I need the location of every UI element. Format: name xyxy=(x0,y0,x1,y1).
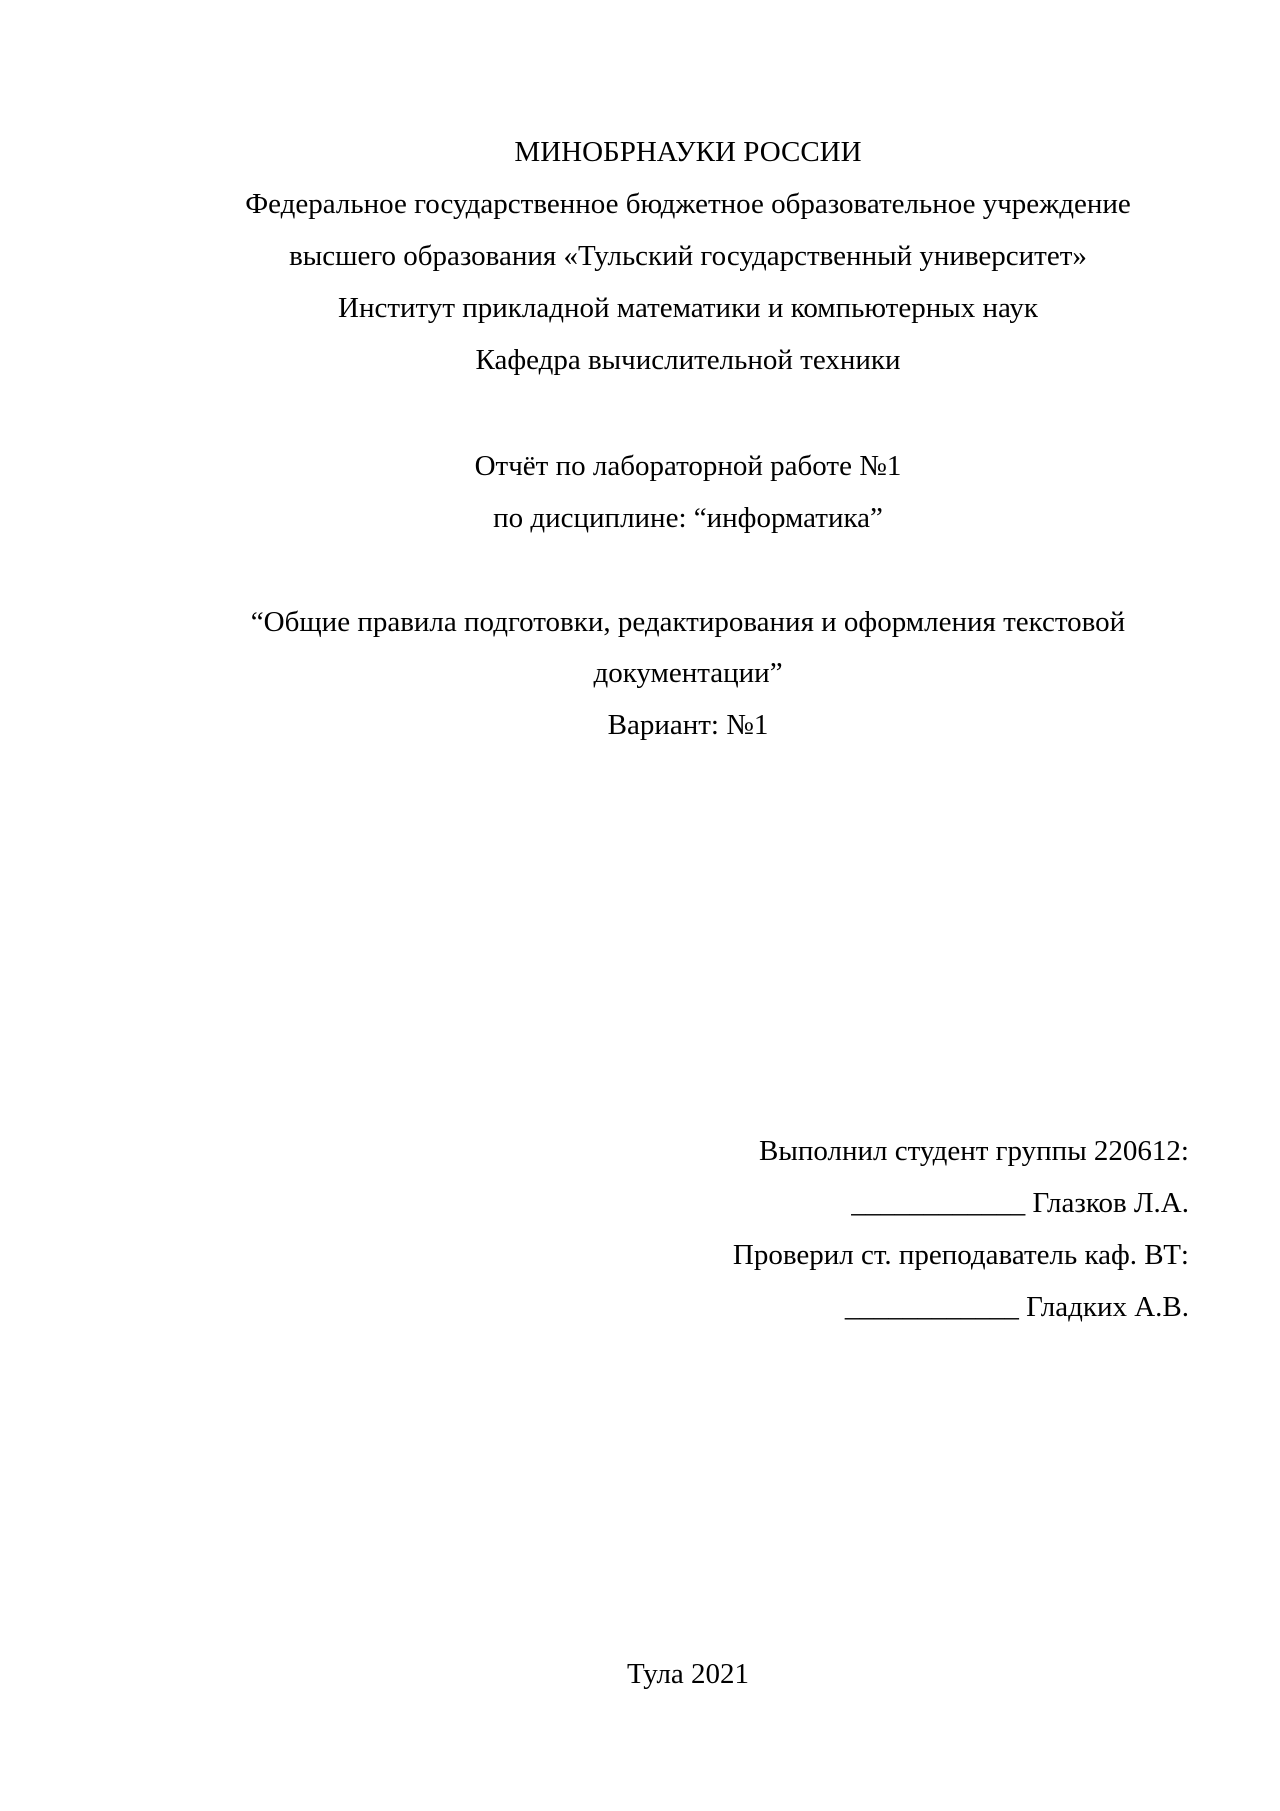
topic-line-1: “Общие правила подготовки, редактирования и оформления текстовой xyxy=(250,606,1126,638)
city-year: Тула 2021 xyxy=(626,1658,750,1690)
institution-line-2: высшего образования «Тульский государственный университет» xyxy=(289,240,1087,272)
student-label: Выполнил студент группы 220612: xyxy=(759,1135,1189,1167)
variant-line: Вариант: №1 xyxy=(607,709,769,741)
report-title: Отчёт по лабораторной работе №1 xyxy=(474,450,902,482)
teacher-label: Проверил ст. преподаватель каф. ВТ: xyxy=(732,1239,1189,1271)
department-name: Кафедра вычислительной техники xyxy=(475,344,901,376)
discipline-line: по дисциплине: “информатика” xyxy=(493,502,883,534)
ministry-heading: МИНОБРНАУКИ РОССИИ xyxy=(514,136,862,168)
topic-line-2: документации” xyxy=(593,657,783,689)
student-signature: ____________ Глазков Л.А. xyxy=(851,1187,1189,1219)
teacher-signature: ____________ Гладких А.В. xyxy=(844,1291,1189,1323)
institute-name: Институт прикладной математики и компьютерных наук xyxy=(338,292,1038,324)
institution-line-1: Федеральное государственное бюджетное образовательное учреждение xyxy=(245,188,1131,220)
